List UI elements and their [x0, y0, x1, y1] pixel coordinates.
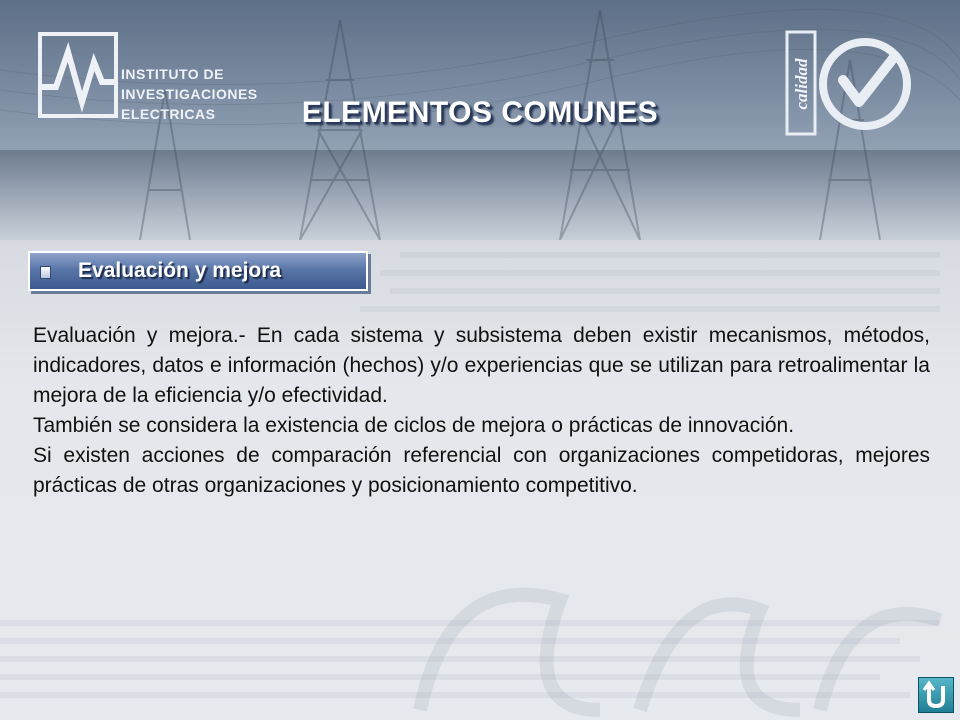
- paragraph-comparacion: Si existen acciones de comparación referencial con organizaciones competidoras, mejores prácticas de otras organizaciones y posicionamiento competitivo.: [33, 444, 930, 497]
- content-body: [33, 321, 930, 501]
- header-banner: [0, 0, 960, 240]
- page-title: ELEMENTOS COMUNES: [301, 96, 659, 129]
- seal-text: calidad: [792, 58, 811, 110]
- bullet-icon: [40, 266, 51, 279]
- paragraph-evaluacion: Evaluación y mejora.- En cada sistema y subsistema deben existir mecanismos, métodos, indicadores, datos e información (hechos) y/o experiencias que se utilizan para retroalimentar la mejora de la eficiencia y/o efectividad.: [33, 324, 930, 407]
- return-button[interactable]: [918, 677, 954, 713]
- institute-line-1: INSTITUTO DE: [121, 66, 224, 82]
- institute-line-3: ELECTRICAS: [121, 106, 216, 122]
- section-label: Evaluación y mejora: [78, 259, 282, 282]
- institute-line-2: INVESTIGACIONES: [121, 86, 258, 102]
- paragraph-innovacion: También se considera la existencia de ciclos de mejora o prácticas de innovación.: [33, 414, 795, 437]
- section-button-evaluacion[interactable]: [28, 251, 368, 291]
- u-turn-return-icon: [919, 678, 953, 712]
